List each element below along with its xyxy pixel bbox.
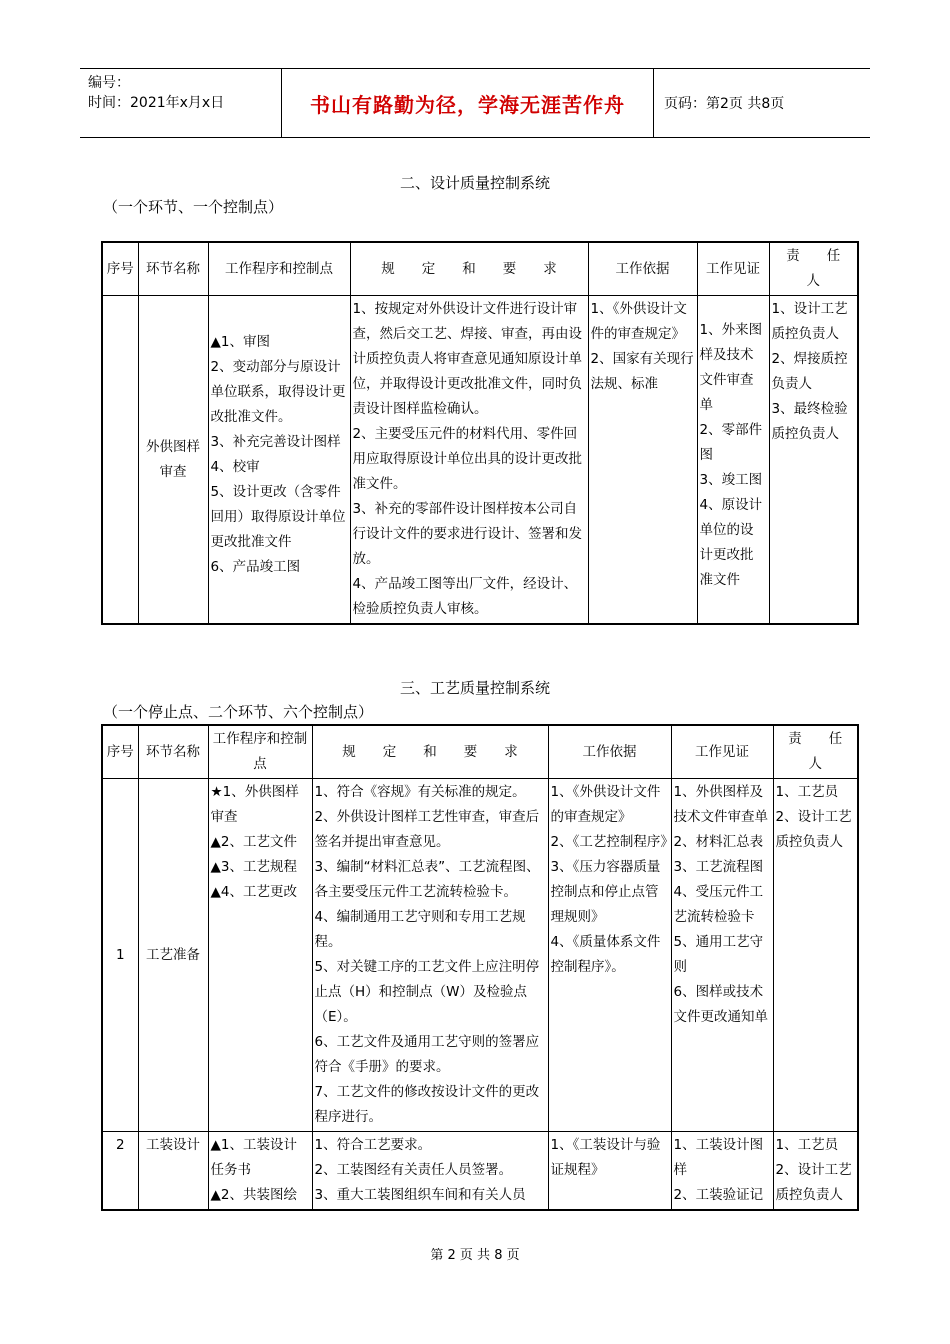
cell-line: 4、编制通用工艺守则和专用工艺规程。 <box>314 909 526 950</box>
header-cell: 环节名称 <box>138 242 208 296</box>
cell-line: 6、产品竣工图 <box>210 559 301 575</box>
row-number <box>102 296 138 625</box>
header-cell: 责 任 人 <box>769 242 858 296</box>
cell-line: 3、工艺流程图 <box>673 859 764 875</box>
cell-line: 5、通用工艺守则 <box>673 934 764 975</box>
row-procedure <box>208 1132 312 1211</box>
cell-line: 1、外供图样及技术文件审查单 <box>673 784 768 825</box>
cell-line: 1、《外供设计文件的审查规定》 <box>550 784 661 825</box>
cell-line: 2、国家有关现行法规、标准 <box>590 351 694 392</box>
time-label: 时间：2021年x月x日 <box>88 95 225 111</box>
header-cell: 工作程序和控制点 <box>208 725 312 779</box>
cell-line: 2、材料汇总表 <box>673 834 764 850</box>
row-requirements <box>350 296 588 625</box>
page-info: 页码：第2页 共8页 <box>664 96 785 112</box>
cell-line: 6、工艺文件及通用工艺守则的签署应符合《手册》的要求。 <box>314 1034 540 1075</box>
cell-line: 2、变动部分与原设计单位联系，取得设计更改批准文件。 <box>210 359 346 425</box>
cell-line: 2、焊接质控负责人 <box>771 351 848 392</box>
process-control-table <box>101 724 859 1211</box>
header-cell: 责 任 人 <box>773 725 858 779</box>
cell-line: 3、编制“材料汇总表”、工艺流程图、各主要受压元件工艺流转检验卡。 <box>314 859 540 900</box>
cell-line: 1、《外供设计文件的审查规定》 <box>590 301 687 342</box>
cell-line: 4、原设计单位的设计更改批准文件 <box>699 497 763 588</box>
cell-line: 1、外来图样及技术文件审查单 <box>699 322 763 413</box>
cell-line: 2、设计工艺质控负责人 <box>775 809 852 850</box>
number-label: 编号： <box>88 75 130 91</box>
cell-line: ▲4、工艺更改 <box>210 884 297 900</box>
header-cell: 工作程序和控制点 <box>208 242 350 296</box>
cell-line: 2、零部件图 <box>699 422 763 463</box>
cell-line: 3、重大工装图组织车间和有关人员 <box>314 1187 526 1203</box>
table-header-row <box>102 242 858 296</box>
cell-line: 1、符合《容规》有关标准的规定。 <box>314 784 526 800</box>
table-row <box>102 779 858 1132</box>
header-cell: 环节名称 <box>138 725 208 779</box>
cell-line: 1、符合工艺要求。 <box>314 1137 432 1153</box>
row-number: 1 <box>102 779 138 1132</box>
header-cell: 规 定 和 要 求 <box>350 242 588 296</box>
row-responsible <box>773 779 858 1132</box>
row-number: 2 <box>102 1132 138 1211</box>
cell-line: 2、《工艺控制程序》 <box>550 834 674 850</box>
row-evidence <box>671 779 773 1132</box>
header-cell: 工作见证 <box>671 725 773 779</box>
cell-line: 2、主要受压元件的材料代用、零件回用应取得原设计单位出具的设计更改批准文件。 <box>352 426 582 492</box>
row-stage-name: 工装设计 <box>138 1132 208 1211</box>
cell-line: 1、工艺员 <box>775 1137 839 1153</box>
cell-line: 1、工艺员 <box>775 784 839 800</box>
page-footer: 第 2 页 共 8 页 <box>430 1248 520 1263</box>
cell-line: 2、外供设计图样工艺性审查，审查后签名并提出审查意见。 <box>314 809 540 850</box>
cell-line: 1、按规定对外供设计文件进行设计审查，然后交工艺、焊接、审查，再由设计质控负责人将审查意见通知原设计单位，并取得设计更改批准文件，同时负责设计图样监检确认。 <box>352 301 582 417</box>
row-evidence <box>697 296 769 625</box>
row-responsible <box>769 296 858 625</box>
table-row <box>102 296 858 625</box>
motto: 书山有路勤为径，学海无涯苦作舟 <box>282 69 654 137</box>
cell-line: 3、补充的零部件设计图样按本公司自行设计文件的要求进行设计、签署和发放。 <box>352 501 582 567</box>
section3-subtitle: （一个停止点、二个环节、六个控制点） <box>103 703 374 721</box>
header-meta <box>80 69 282 137</box>
cell-line: 5、对关键工序的工艺文件上应注明停止点（H）和控制点（W）及检验点（E）。 <box>314 959 540 1025</box>
row-basis <box>548 779 674 1132</box>
row-basis <box>548 1132 671 1211</box>
cell-line: 1、工装设计图样 <box>673 1137 764 1178</box>
row-stage-name: 工艺准备 <box>138 779 208 1132</box>
cell-line: 4、校审 <box>210 459 260 475</box>
header-cell: 规 定 和 要 求 <box>312 725 548 779</box>
row-procedure <box>208 779 312 1132</box>
cell-line: 4、《质量体系文件控制程序》。 <box>550 934 661 975</box>
cell-line: ▲1、工装设计任务书 <box>210 1137 297 1178</box>
row-evidence <box>671 1132 773 1211</box>
cell-line: 2、设计工艺质控负责人 <box>775 1162 852 1203</box>
table-row <box>102 1132 858 1211</box>
header-cell: 序号 <box>102 242 138 296</box>
header-cell: 工作依据 <box>548 725 671 779</box>
cell-line: 1、设计工艺质控负责人 <box>771 301 848 342</box>
header-cell: 工作见证 <box>697 242 769 296</box>
row-responsible <box>773 1132 858 1211</box>
row-requirements <box>312 1132 548 1211</box>
section2-title: 二、设计质量控制系统 <box>399 174 550 192</box>
cell-line: 3、竣工图 <box>699 472 763 488</box>
cell-line: ▲1、审图 <box>210 334 270 350</box>
page-header <box>80 68 870 138</box>
cell-line: ▲2、工艺文件 <box>210 834 297 850</box>
row-procedure <box>208 296 350 625</box>
cell-line: 3、补充完善设计图样 <box>210 434 341 450</box>
cell-line: ▲2、共装图绘 <box>210 1187 297 1203</box>
cell-line: 6、图样或技术文件更改通知单 <box>673 984 768 1025</box>
row-basis <box>588 296 697 625</box>
cell-line: 7、工艺文件的修改按设计文件的更改程序进行。 <box>314 1084 540 1125</box>
row-requirements <box>312 779 548 1132</box>
cell-line: ★1、外供图样审查 <box>210 784 299 825</box>
header-cell: 序号 <box>102 725 138 779</box>
section3-title: 三、工艺质量控制系统 <box>399 679 550 697</box>
cell-line: 3、最终检验质控负责人 <box>771 401 848 442</box>
design-control-table <box>101 241 859 625</box>
table-header-row <box>102 725 858 779</box>
section2-subtitle: （一个环节、一个控制点） <box>103 198 284 216</box>
header-cell: 工作依据 <box>588 242 697 296</box>
cell-line: ▲3、工艺规程 <box>210 859 297 875</box>
cell-line: 1、《工装设计与验证规程》 <box>550 1137 661 1178</box>
cell-line: 5、设计更改（含零件回用）取得原设计单位更改批准文件 <box>210 484 346 550</box>
cell-line: 3、《压力容器质量控制点和停止点管理规则》 <box>550 859 661 925</box>
cell-line: 4、受压元件工艺流转检验卡 <box>673 884 764 925</box>
cell-line: 2、工装图经有关责任人员签署。 <box>314 1162 513 1178</box>
cell-line: 4、产品竣工图等出厂文件，经设计、检验质控负责人审核。 <box>352 576 578 617</box>
row-stage-name: 外供图样审查 <box>138 296 208 625</box>
cell-line: 2、工装验证记 <box>673 1187 764 1203</box>
